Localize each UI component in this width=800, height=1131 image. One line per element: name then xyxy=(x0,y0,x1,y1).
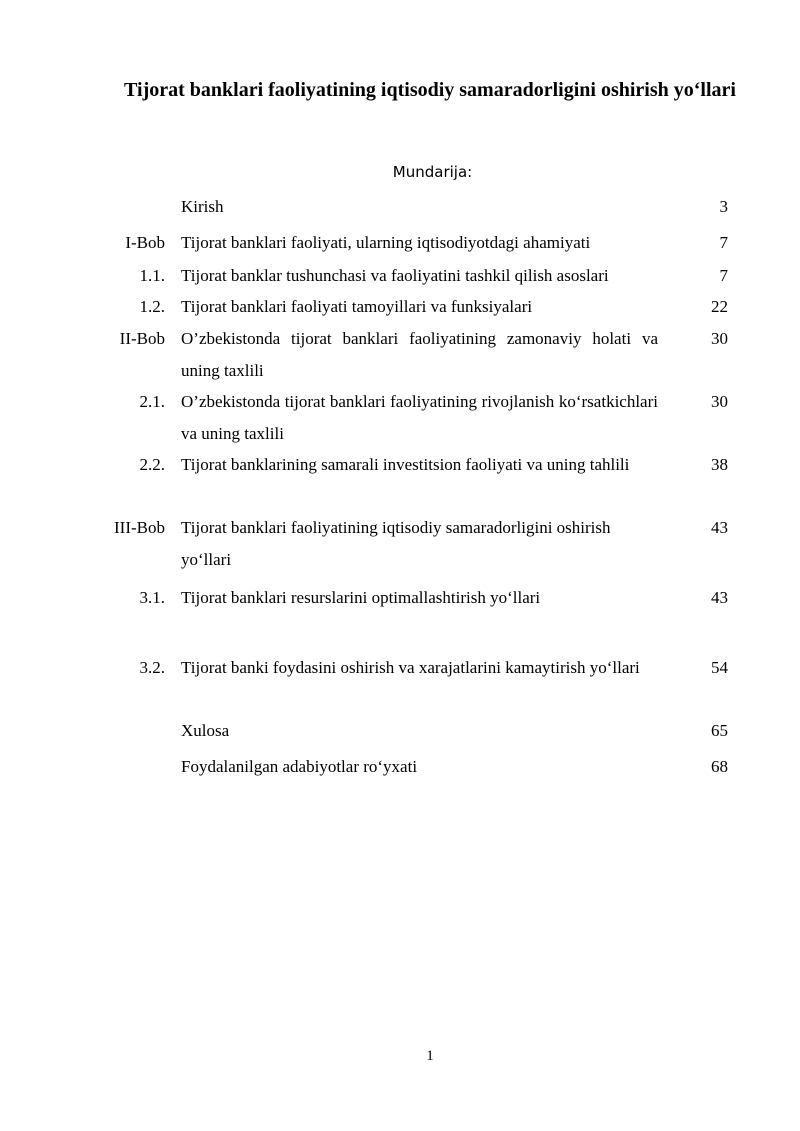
contents-heading: Mundarija: xyxy=(392,163,473,181)
document-title: Tijorat banklari faoliyatining iqtisodiy samaradorligini oshirish yo‘llari xyxy=(124,79,736,101)
toc-entry-page: 54 xyxy=(711,658,728,677)
toc-entry-page: 65 xyxy=(711,721,728,740)
toc-entry-page: 22 xyxy=(711,297,728,316)
toc-entry-number: 2.1. xyxy=(139,392,165,411)
toc-entry-page: 43 xyxy=(711,518,728,537)
toc-entry-page: 7 xyxy=(719,266,728,285)
toc-entry-page: 3 xyxy=(719,197,728,216)
toc-entry-title: Tijorat banklarining samarali investitsion faoliyati va uning tahlili xyxy=(181,455,630,474)
toc-entry-title: Tijorat banklar tushunchasi va faoliyatini tashkil qilish asoslari xyxy=(181,266,609,285)
toc-entry-title: O’zbekistonda tijorat banklari faoliyatining rivojlanish ko‘rsatkichlari va uning taxlili xyxy=(181,392,658,443)
toc-entry-title: Kirish xyxy=(181,197,224,216)
page-number: 1 xyxy=(426,1048,434,1064)
toc-entry-number: 3.2. xyxy=(139,658,165,677)
toc-entry-title: Xulosa xyxy=(181,721,230,740)
toc-entry-title: Tijorat banklari resurslarini optimallashtirish yo‘llari xyxy=(181,588,541,607)
toc-entry-title: Foydalanilgan adabiyotlar ro‘yxati xyxy=(181,757,418,776)
toc-entry-number: I-Bob xyxy=(125,233,165,252)
toc-entry-title: Tijorat banki foydasini oshirish va xarajatlarini kamaytirish yo‘llari xyxy=(181,658,640,677)
toc-entry-title: Tijorat banklari faoliyati tamoyillari va funksiyalari xyxy=(181,297,533,316)
toc-entry-page: 30 xyxy=(711,329,728,348)
toc-entry-number: III-Bob xyxy=(114,518,165,537)
toc-entry-number: II-Bob xyxy=(119,329,165,348)
toc-entry-page: 7 xyxy=(719,233,728,252)
toc-entry-page: 43 xyxy=(711,588,728,607)
toc-entry-number: 2.2. xyxy=(139,455,165,474)
toc-entry-title: Tijorat banklari faoliyatining iqtisodiy samaradorligini oshirish yo‘llari xyxy=(181,518,611,569)
toc-entry-page: 30 xyxy=(711,392,728,411)
toc-entry-title: O’zbekistonda tijorat banklari faoliyatining zamonaviy holati va uning taxlili xyxy=(181,329,658,380)
toc-entry-title: Tijorat banklari faoliyati, ularning iqtisodiyotdagi ahamiyati xyxy=(181,233,591,252)
toc-entry-number: 3.1. xyxy=(139,588,165,607)
toc-entry-page: 38 xyxy=(711,455,728,474)
toc-entry-number: 1.2. xyxy=(139,297,165,316)
toc-entry-number: 1.1. xyxy=(139,266,165,285)
toc-entry-page: 68 xyxy=(711,757,728,776)
